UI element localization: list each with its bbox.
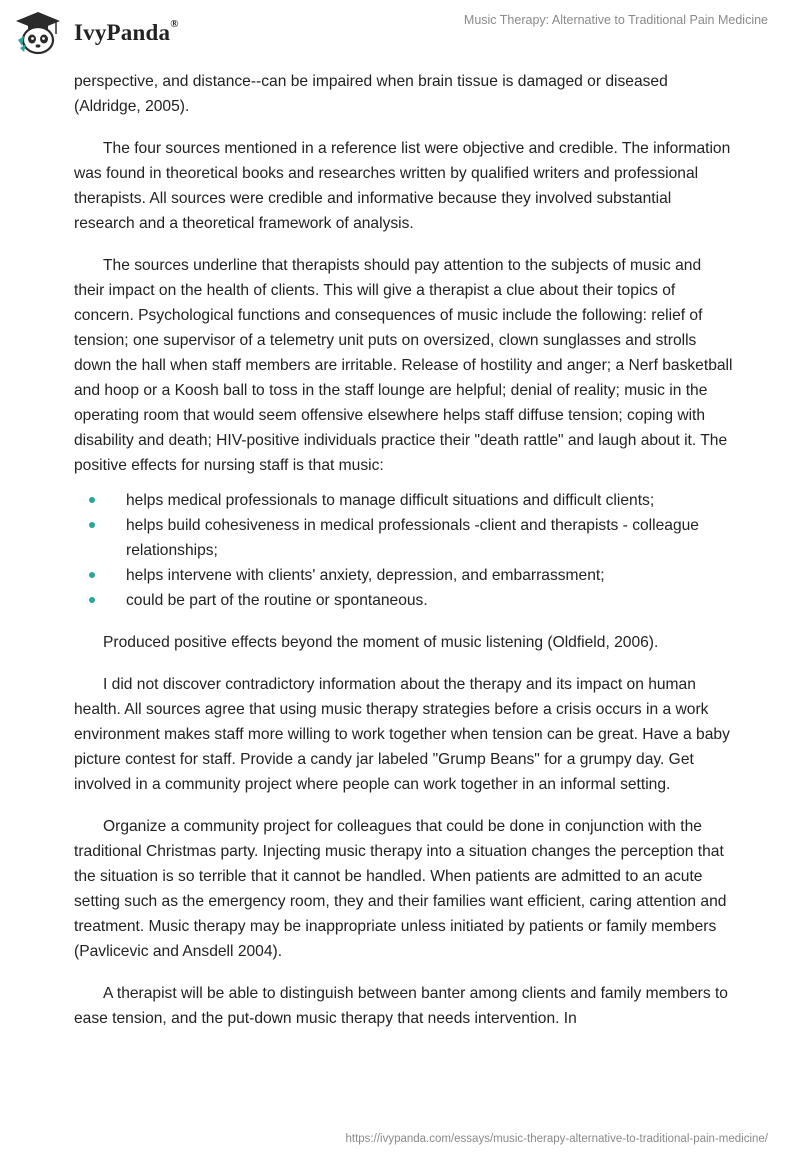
list-item: could be part of the routine or spontaneous. <box>74 588 734 613</box>
panda-graduate-icon <box>14 10 62 56</box>
page-title: Music Therapy: Alternative to Traditional Pain Medicine <box>463 13 768 27</box>
effects-list <box>74 488 734 613</box>
list-item: helps medical professionals to manage difficult situations and difficult clients; <box>74 488 734 513</box>
paragraph: perspective, and distance--can be impaired when brain tissue is damaged or diseased (Aldridge, 2005). <box>74 73 668 115</box>
list-item: helps intervene with clients' anxiety, depression, and embarrassment; <box>74 563 734 588</box>
logo[interactable] <box>14 8 214 58</box>
paragraph: Organize a community project for colleagues that could be done in conjunction with the traditional Christmas party. Injecting music therapy into a situation changes the perception that the situation is so terrible that it cannot be handled. When patients are admitted to an acute setting such as the emergency room, they and their families want efficient, caring attention and treatment. Music therapy may be inappropriate unless initiated by patients or family members (Pavlicevic and Ansdell 2004). <box>74 818 727 960</box>
paragraph: A therapist will be able to distinguish between banter among clients and family members to ease tension, and the put-down music therapy that needs intervention. In <box>74 985 728 1027</box>
paragraph: The sources underline that therapists should pay attention to the subjects of music and their impact on the health of clients. This will give a therapist a clue about their topics of concern. Psychological functions and consequences of music include the following: relief of tension; one supervisor of a telemetry unit puts on oversized, clown sunglasses and strolls down the hall when staff members are irritable. Release of hostility and anger; a Nerf basketball and hoop or a Koosh ball to toss in the staff lounge are helpful; denial of reality; music in the operating room that would seem offensive elsewhere helps staff diffuse tension; coping with disability and death; HIV-positive individuals practice their "death rattle" and laugh about it. The positive effects for nursing staff is that music: <box>74 257 733 474</box>
source-url[interactable]: https://ivypanda.com/essays/music-therapy-alternative-to-traditional-pain-medicine/ <box>345 1133 768 1145</box>
page-header <box>0 0 800 70</box>
essay-body <box>74 69 734 1048</box>
logo-wordmark: IvyPanda® <box>74 18 179 45</box>
paragraph: The four sources mentioned in a reference list were objective and credible. The information was found in theoretical books and researches written by qualified writers and professional therapists. All sources were credible and informative because they involved substantial research and a theoretical framework of analysis. <box>74 140 731 232</box>
list-item: helps build cohesiveness in medical professionals -client and therapists - colleague relationships; <box>74 513 734 563</box>
paragraph: I did not discover contradictory information about the therapy and its impact on human health. All sources agree that using music therapy strategies before a crisis occurs in a work environment makes staff more willing to work together when tension can be great. Have a baby picture contest for staff. Provide a candy jar labeled "Grump Beans" for a grumpy day. Get involved in a community project where people can work together in an informal setting. <box>74 676 730 793</box>
bullet-icon <box>89 497 95 503</box>
bullet-icon <box>89 597 95 603</box>
paragraph: Produced positive effects beyond the moment of music listening (Oldfield, 2006). <box>103 634 659 651</box>
bullet-icon <box>89 572 95 578</box>
bullet-icon <box>89 522 95 528</box>
